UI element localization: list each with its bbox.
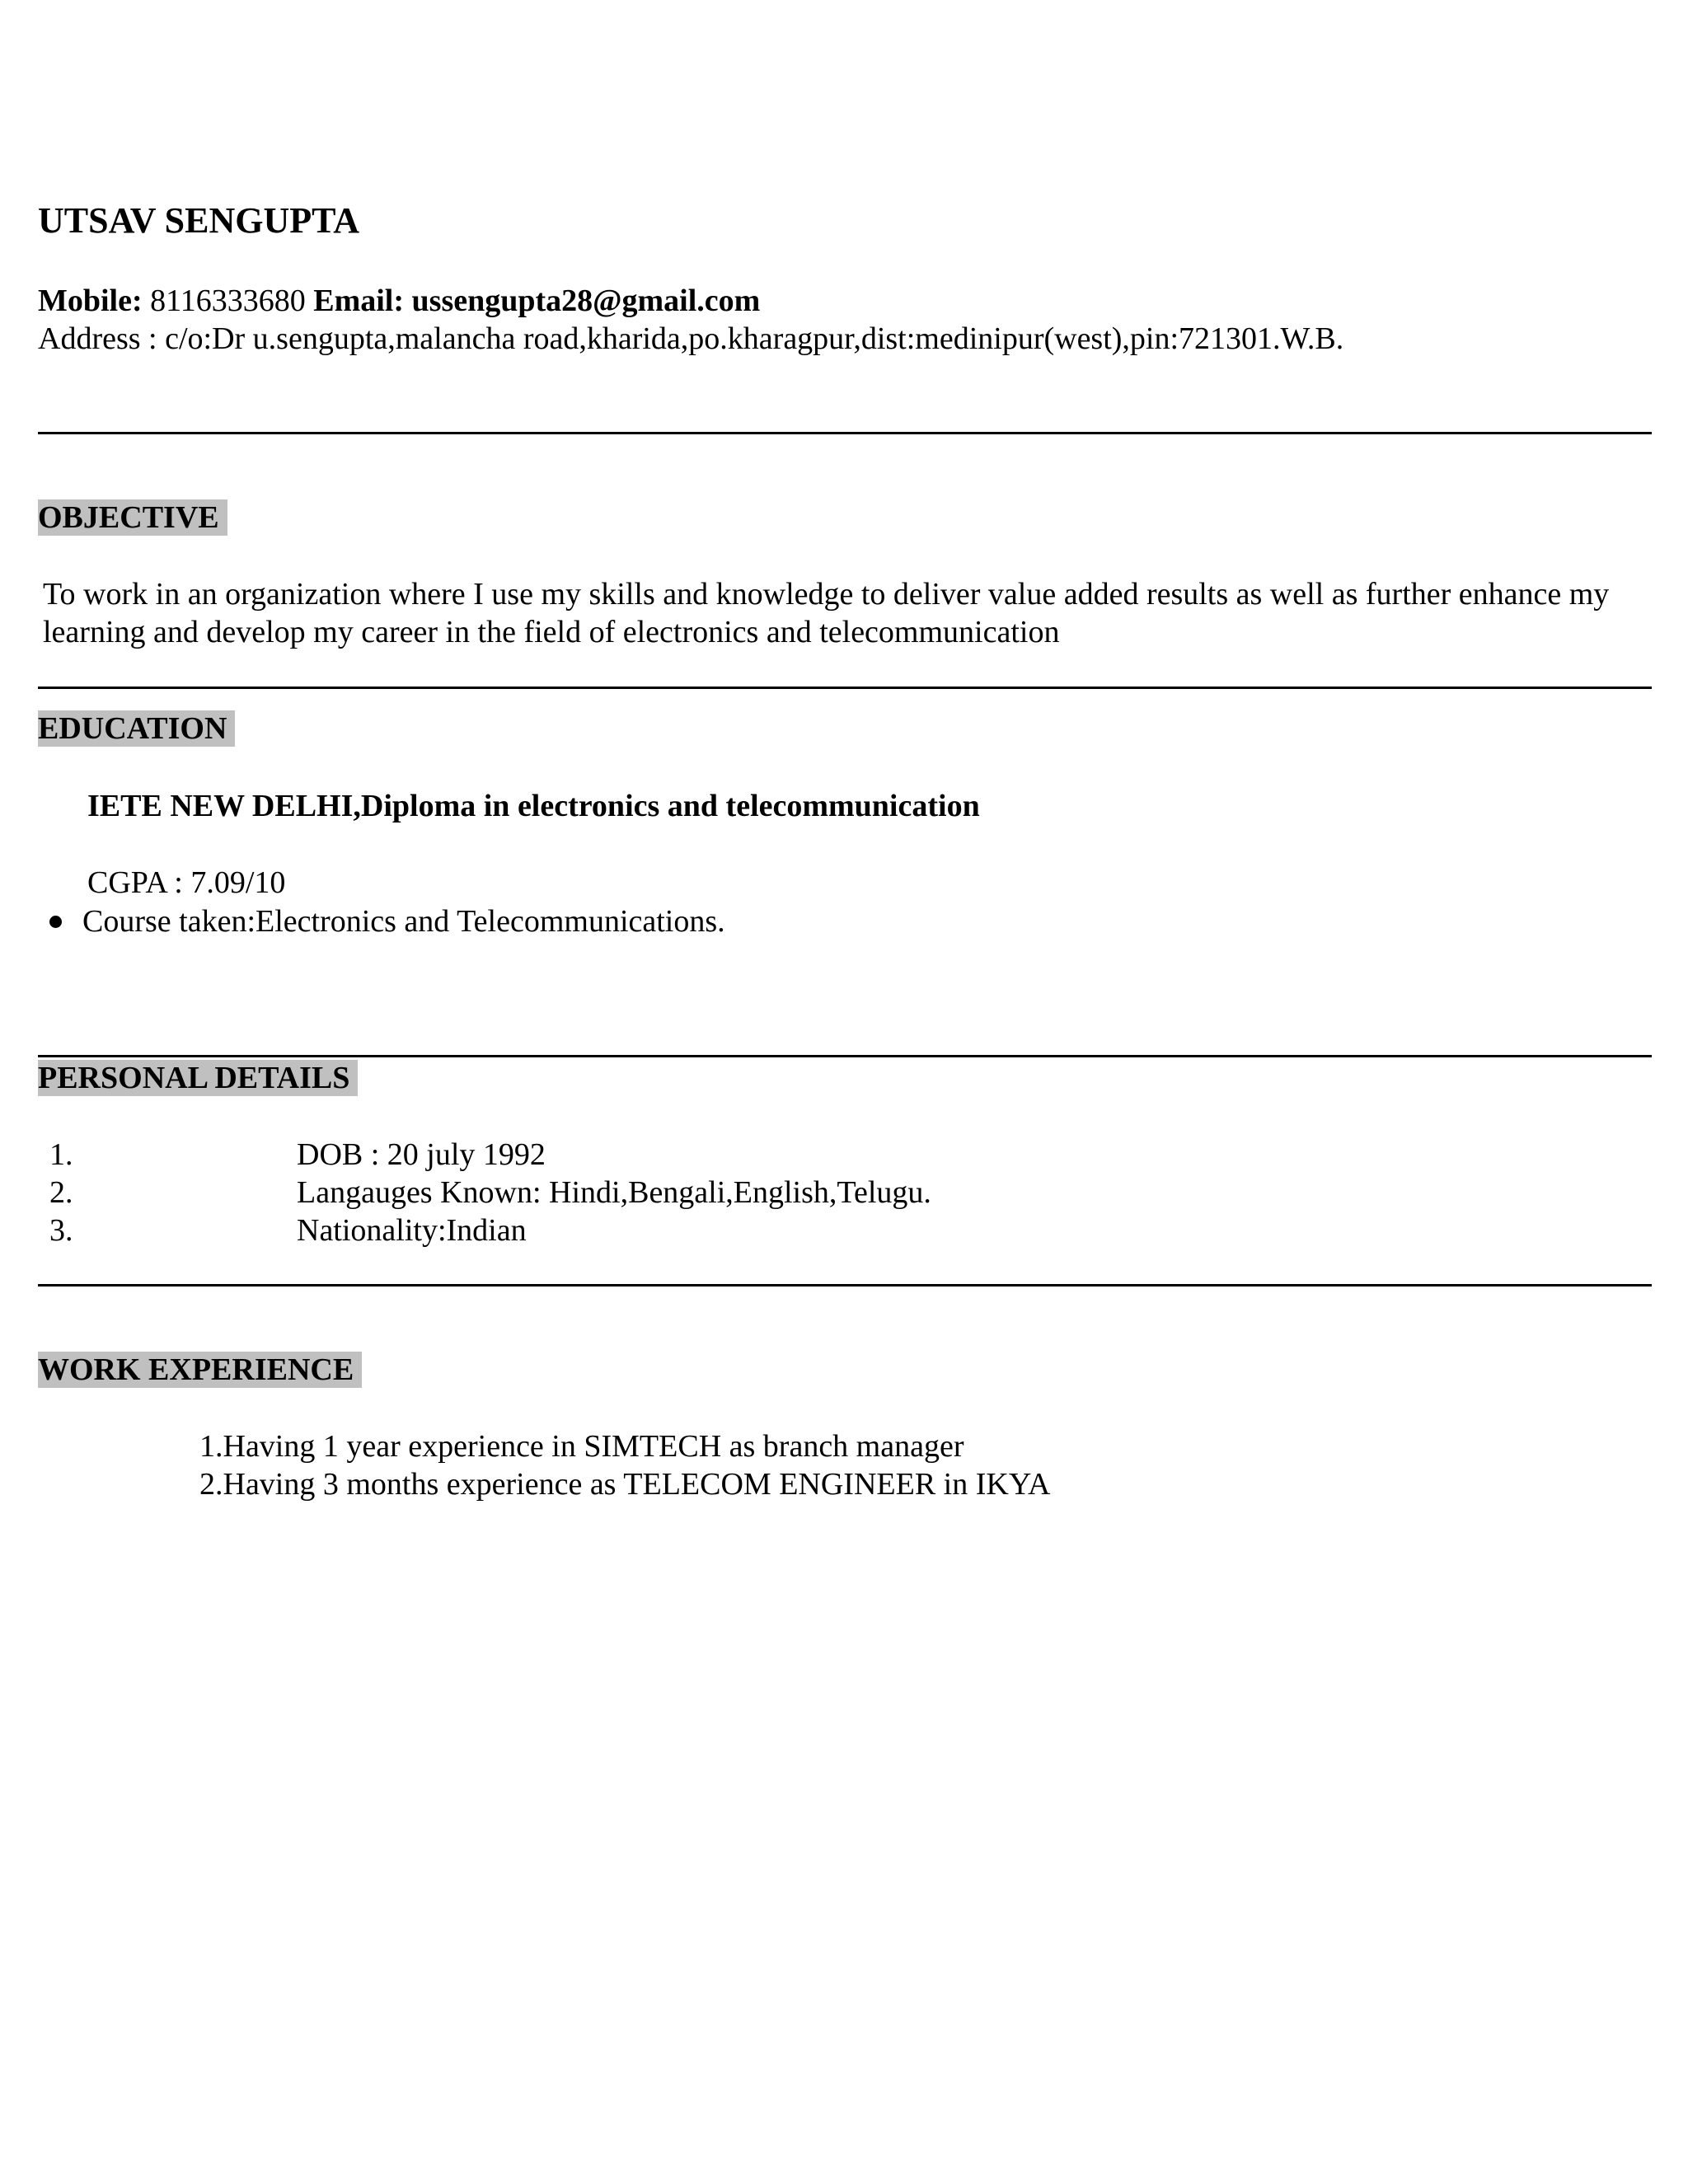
bullet-dot-icon: [49, 916, 62, 928]
personal-details-heading: PERSONAL DETAILS: [38, 1060, 358, 1096]
personal-detail-number: 2.: [49, 1175, 73, 1210]
divider-personal: [38, 1284, 1652, 1286]
mobile-value: 8116333680: [150, 284, 306, 318]
resume-name: UTSAV SENGUPTA: [38, 200, 360, 241]
education-bullet-text: Course taken:Electronics and Telecommunications.: [82, 904, 725, 939]
email-label: Email:: [313, 284, 405, 318]
divider-education: [38, 1055, 1652, 1057]
personal-detail-item: [49, 1174, 931, 1212]
divider-header: [38, 432, 1652, 434]
objective-text: To work in an organization where I use my skills and knowledge to deliver value added results as well as further enhance my learning and develop my career in the field of electronics and telecommunication: [43, 577, 1610, 649]
work-experience-heading: WORK EXPERIENCE: [38, 1352, 362, 1388]
personal-detail-number: 1.: [49, 1137, 73, 1172]
personal-detail-text: Nationality:Indian: [297, 1213, 527, 1248]
work-experience-item: 2.Having 3 months experience as TELECOM ENGINEER in IKYA: [199, 1467, 1051, 1502]
personal-detail-text: DOB : 20 july 1992: [297, 1137, 546, 1172]
personal-detail-item: [49, 1136, 546, 1174]
mobile-label: Mobile:: [38, 284, 143, 318]
contact-line: [38, 282, 760, 320]
personal-detail-number: 3.: [49, 1213, 73, 1248]
address-line: Address : c/o:Dr u.sengupta,malancha road,kharida,po.kharagpur,dist:medinipur(west),pin:721301.W.B.: [38, 321, 1344, 356]
objective-heading: OBJECTIVE: [38, 499, 227, 536]
education-cgpa: CGPA : 7.09/10: [87, 865, 286, 900]
education-title: IETE NEW DELHI,Diploma in electronics and telecommunication: [87, 789, 980, 823]
personal-detail-item: [49, 1212, 527, 1249]
education-heading: EDUCATION: [38, 710, 235, 747]
divider-objective: [38, 687, 1652, 689]
email-value: ussengupta28@gmail.com: [411, 284, 761, 318]
work-experience-item: 1.Having 1 year experience in SIMTECH as branch manager: [199, 1429, 964, 1464]
personal-detail-text: Langauges Known: Hindi,Bengali,English,Telugu.: [297, 1175, 931, 1210]
education-bullet-item: [49, 902, 725, 940]
